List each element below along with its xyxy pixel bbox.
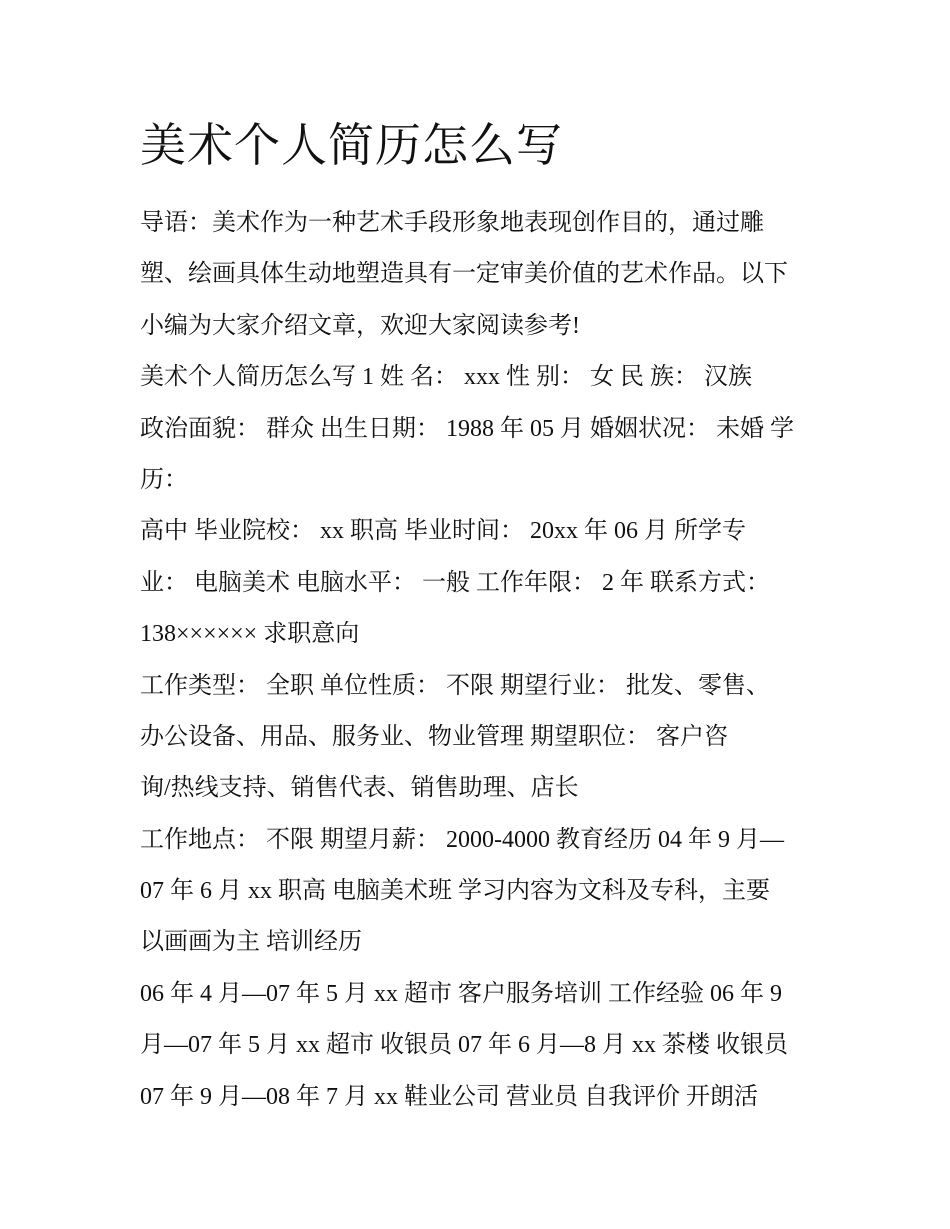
body-line: 以画画为主 培训经历 (140, 929, 362, 956)
body-line: 历： (140, 466, 188, 493)
body-line: 小编为大家介绍文章，欢迎大家阅读参考! (140, 312, 580, 339)
body-line: 业： 电脑美术 电脑水平： 一般 工作年限： 2 年 联系方式： (140, 569, 770, 596)
body-line: 高中 毕业院校： xx 职高 毕业时间： 20xx 年 06 月 所学专 (140, 518, 746, 545)
body-line: 月—07 年 5 月 xx 超市 收银员 07 年 6 月—8 月 xx 茶楼 收银员 (140, 1032, 788, 1059)
body-line: 政治面貌： 群众 出生日期： 1988 年 05 月 婚姻状况： 未婚 学 (140, 415, 794, 442)
document-body (140, 198, 840, 1123)
body-line: 07 年 9 月—08 年 7 月 xx 鞋业公司 营业员 自我评价 开朗活 (140, 1083, 758, 1110)
document-title: 美术个人简历怎么写 (140, 120, 563, 171)
body-line: 办公设备、用品、服务业、物业管理 期望职位： 客户咨 (140, 723, 728, 750)
body-line: 工作地点： 不限 期望月薪： 2000-4000 教育经历 04 年 9 月— (140, 826, 784, 853)
body-line: 塑、绘画具体生动地塑造具有一定审美价值的艺术作品。以下 (140, 261, 788, 288)
body-line: 138×××××× 求职意向 (140, 621, 360, 648)
body-line: 美术个人简历怎么写 1 姓 名： xxx 性 别： 女 民 族： 汉族 (140, 364, 752, 391)
body-line: 导语：美术作为一种艺术手段形象地表现创作目的，通过雕 (140, 210, 764, 236)
body-line: 06 年 4 月—07 年 5 月 xx 超市 客户服务培训 工作经验 06 年 9 (140, 980, 782, 1007)
body-line: 工作类型： 全职 单位性质： 不限 期望行业： 批发、零售、 (140, 672, 770, 699)
body-line: 询/热线支持、销售代表、销售助理、店长 (140, 775, 579, 802)
body-line: 07 年 6 月 xx 职高 电脑美术班 学习内容为文科及专科，主要 (140, 878, 770, 905)
